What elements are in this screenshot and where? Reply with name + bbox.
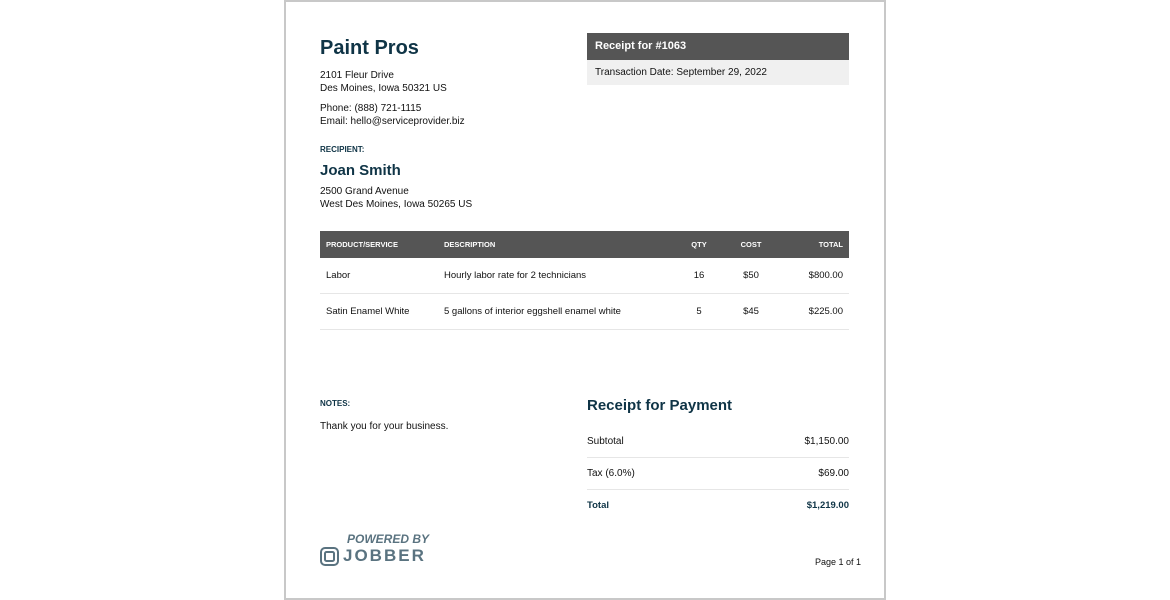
subtotal-label: Subtotal <box>587 436 624 447</box>
column-header: COST <box>725 231 777 258</box>
cell-description: 5 gallons of interior eggshell enamel white <box>438 294 673 330</box>
recipient-name: Joan Smith <box>320 162 401 179</box>
powered-by-text: POWERED BY <box>347 532 430 546</box>
cell-cost: $50 <box>725 258 777 294</box>
total-row <box>587 490 849 521</box>
column-header: DESCRIPTION <box>438 231 673 258</box>
tax-label: Tax (6.0%) <box>587 468 635 479</box>
receipt-number: Receipt for #1063 <box>587 33 849 60</box>
line-items-table <box>320 231 849 330</box>
jobber-logo <box>320 532 429 566</box>
table-row <box>320 294 849 330</box>
recipient-label: RECIPIENT: <box>320 145 365 154</box>
company-address <box>320 69 465 128</box>
tax-value: $69.00 <box>818 468 849 479</box>
cell-cost: $45 <box>725 294 777 330</box>
cell-qty: 16 <box>673 258 725 294</box>
company-name: Paint Pros <box>320 37 419 59</box>
cell-total: $800.00 <box>777 258 849 294</box>
table-header <box>320 231 849 258</box>
subtotal-value: $1,150.00 <box>804 436 849 447</box>
address-line: Des Moines, Iowa 50321 US <box>320 83 447 94</box>
total-value: $1,219.00 <box>806 500 849 511</box>
page-number: Page 1 of 1 <box>815 557 862 567</box>
payment-summary <box>587 426 849 521</box>
summary-title: Receipt for Payment <box>587 397 733 414</box>
column-header: QTY <box>673 231 725 258</box>
receipt-info-box <box>587 33 849 85</box>
notes-label: NOTES: <box>320 399 351 408</box>
column-header: PRODUCT/SERVICE <box>320 231 438 258</box>
address-line: West Des Moines, Iowa 50265 US <box>320 199 473 210</box>
notes-text: Thank you for your business. <box>320 421 449 432</box>
recipient-address <box>320 185 472 211</box>
cell-total: $225.00 <box>777 294 849 330</box>
cell-product: Satin Enamel White <box>320 294 438 330</box>
table-row <box>320 258 849 294</box>
cell-description: Hourly labor rate for 2 technicians <box>438 258 673 294</box>
cell-product: Labor <box>320 258 438 294</box>
address-line: 2101 Fleur Drive <box>320 70 394 81</box>
transaction-date: Transaction Date: September 29, 2022 <box>587 60 849 85</box>
cell-qty: 5 <box>673 294 725 330</box>
company-phone: Phone: (888) 721-1115 <box>320 103 422 114</box>
address-line: 2500 Grand Avenue <box>320 186 409 197</box>
tax-row <box>587 458 849 490</box>
company-email: Email: hello@serviceprovider.biz <box>320 116 465 127</box>
column-header: TOTAL <box>777 231 849 258</box>
total-label: Total <box>587 500 609 511</box>
jobber-wordmark: JOBBER <box>343 546 426 565</box>
subtotal-row <box>587 426 849 458</box>
jobber-mark-icon <box>320 547 339 566</box>
